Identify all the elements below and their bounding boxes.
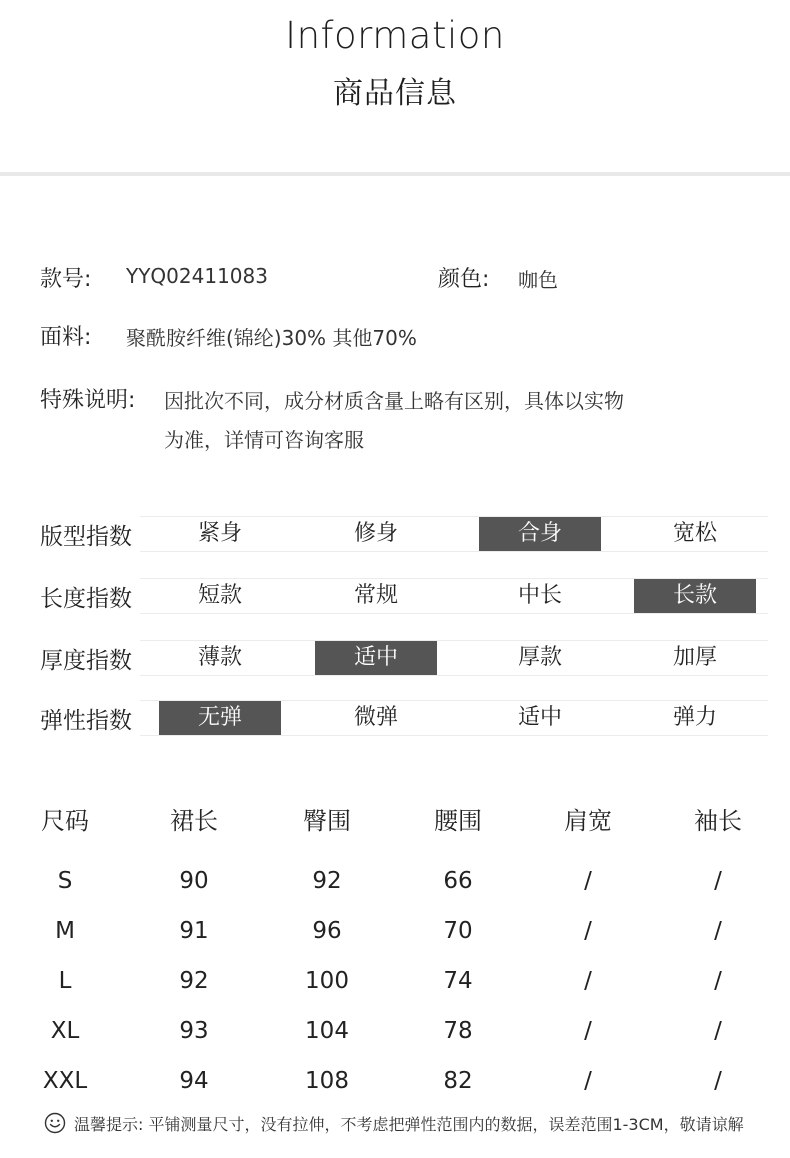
index-option-selected: 长款 [634,579,756,613]
index-option: 加厚 [672,645,717,670]
header-divider [0,172,790,176]
size-table-cell: / [584,868,592,894]
index-label: 弹性指数 [40,708,132,734]
size-note-text: 温馨提示: 平铺测量尺寸，没有拉伸，不考虑把弹性范围内的数据，误差范围1-3CM，敬请谅解 [74,1114,744,1134]
size-table-cell: XL [50,1018,80,1044]
index-option: 短款 [197,583,242,608]
index-option: 微弹 [353,705,398,730]
size-note [44,1110,744,1136]
index-row [140,700,768,736]
size-table-header [0,803,790,839]
size-table-row [0,1013,790,1049]
size-table-cell: / [714,918,722,944]
size-table-row [0,863,790,899]
fabric-label: 面料: [40,325,92,350]
index-label: 厚度指数 [40,648,132,674]
size-table-cell: 100 [305,968,349,994]
index-option-selected: 无弹 [159,701,281,735]
size-table-cell: 92 [312,868,342,894]
size-table-header-cell: 尺码 [41,807,89,835]
index-option-selected: 适中 [315,641,437,675]
index-label: 版型指数 [40,524,132,550]
index-option: 适中 [517,705,562,730]
size-table-header-cell: 袖长 [694,807,742,835]
size-table-cell: / [584,1018,592,1044]
size-table-cell: S [57,868,73,894]
size-table-cell: / [714,868,722,894]
size-table-header-cell: 肩宽 [564,807,612,835]
size-table-cell: 92 [179,968,209,994]
special-line-2: 为准，详情可咨询客服 [164,428,364,452]
size-table-cell: 74 [443,968,473,994]
size-table-cell: 90 [179,868,209,894]
index-option: 薄款 [197,645,242,670]
index-option: 修身 [353,521,398,546]
index-row [140,516,768,552]
title-english: Information [285,14,505,57]
size-table-cell: / [584,968,592,994]
index-option: 厚款 [517,645,562,670]
size-table-cell: XXL [42,1068,88,1094]
size-table-cell: 93 [179,1018,209,1044]
size-table-cell: 94 [179,1068,209,1094]
color-label: 颜色: [438,267,490,292]
size-table-cell: 78 [443,1018,473,1044]
size-table-cell: 82 [443,1068,473,1094]
size-table-cell: / [714,968,722,994]
size-table-header-cell: 腰围 [434,807,482,835]
size-table-cell: 66 [443,868,473,894]
size-table-cell: M [55,918,75,944]
size-table-cell: 91 [179,918,209,944]
size-table-row [0,913,790,949]
size-table-cell: / [714,1068,722,1094]
size-table-cell: / [714,1018,722,1044]
color-value: 咖色 [518,268,558,292]
header [0,0,790,176]
index-row [140,640,768,676]
size-table-header-cell: 裙长 [170,807,218,835]
size-table-row [0,963,790,999]
fabric-value: 聚酰胺纤维(锦纶)30% 其他70% [126,326,417,350]
size-table-cell: / [584,918,592,944]
index-option-selected: 合身 [479,517,601,551]
index-label: 长度指数 [40,586,132,612]
size-table-header-cell: 臀围 [303,807,351,835]
size-table-cell: 70 [443,918,473,944]
special-label: 特殊说明: [40,388,136,413]
special-line-1: 因批次不同，成分材质含量上略有区别，具体以实物 [164,389,624,413]
smile-icon [44,1112,66,1134]
size-table-cell: / [584,1068,592,1094]
index-option: 紧身 [197,521,242,546]
index-option: 常规 [353,583,398,608]
size-table-cell: 108 [305,1068,349,1094]
index-option: 弹力 [672,705,717,730]
size-table-cell: L [58,968,72,994]
style-no-label: 款号: [40,267,92,292]
size-table-row [0,1063,790,1099]
index-option: 中长 [517,583,562,608]
title-chinese: 商品信息 [333,76,457,111]
index-option: 宽松 [672,521,717,546]
size-table-cell: 104 [305,1018,349,1044]
size-table-cell: 96 [312,918,342,944]
index-row [140,578,768,614]
style-no-value: YYQ02411083 [126,264,268,288]
